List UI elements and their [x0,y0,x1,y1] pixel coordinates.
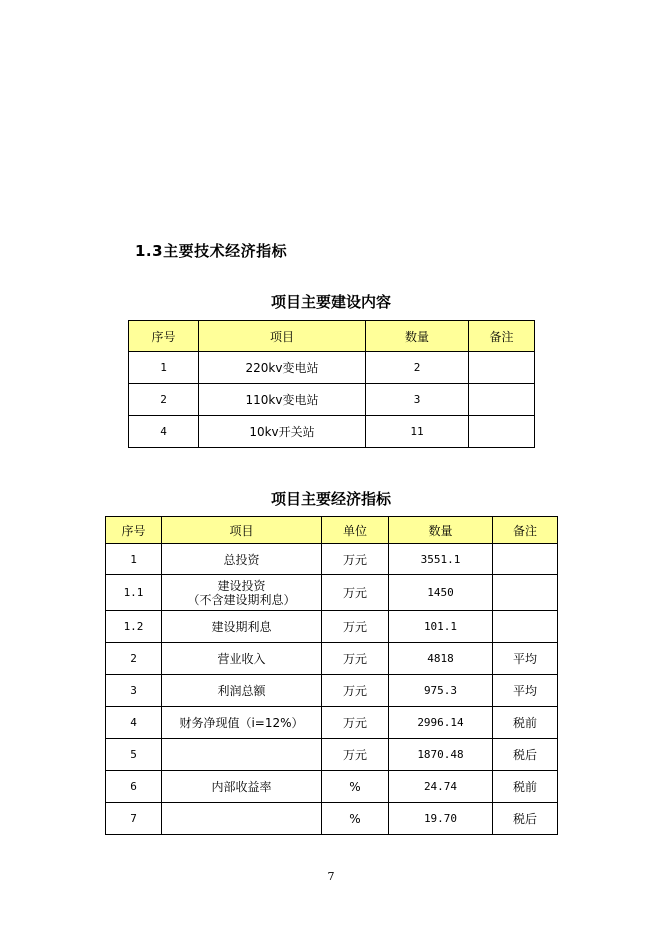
cell-unit: % [322,771,389,803]
header-note: 备注 [493,517,558,544]
cell-no: 6 [106,771,162,803]
cell-qty: 19.70 [389,803,493,835]
cell-note [469,384,535,416]
cell-item [162,575,322,611]
cell-qty: 3551.1 [389,544,493,575]
cell-item: 建设期利息 [162,611,322,643]
cell-qty: 101.1 [389,611,493,643]
cell-item-line1: 建设投资 [217,578,266,593]
page-number: 7 [327,870,335,883]
cell-qty: 4818 [389,643,493,675]
cell-no: 1.1 [106,575,162,611]
cell-item: 110kv变电站 [199,384,366,416]
cell-no: 3 [106,675,162,707]
cell-qty: 2996.14 [389,707,493,739]
construction-content-table [128,320,535,448]
cell-no: 2 [106,643,162,675]
cell-item [162,803,322,835]
cell-item: 220kv变电站 [199,352,366,384]
cell-qty: 11 [366,416,469,448]
table-row [106,675,558,707]
cell-no: 4 [129,416,199,448]
table-header-row [106,517,558,544]
header-no: 序号 [106,517,162,544]
cell-item: 内部收益率 [162,771,322,803]
table-row [106,575,558,611]
cell-note [493,575,558,611]
table-row [129,352,535,384]
cell-no: 5 [106,739,162,771]
cell-unit: 万元 [322,575,389,611]
cell-unit: % [322,803,389,835]
cell-no: 1 [129,352,199,384]
cell-note: 平均 [493,675,558,707]
economic-indicators-table [105,516,558,835]
table2-title: 项目主要经济指标 [270,490,391,508]
cell-unit: 万元 [322,707,389,739]
table-row [106,611,558,643]
cell-item: 利润总额 [162,675,322,707]
cell-qty: 1450 [389,575,493,611]
cell-note [493,544,558,575]
cell-item: 营业收入 [162,643,322,675]
table-row [106,643,558,675]
cell-qty: 24.74 [389,771,493,803]
cell-item: 财务净现值（i=12%） [162,707,322,739]
table-row [106,803,558,835]
table-row [129,416,535,448]
cell-qty: 1870.48 [389,739,493,771]
header-no: 序号 [129,321,199,352]
cell-unit: 万元 [322,675,389,707]
header-item: 项目 [199,321,366,352]
cell-unit: 万元 [322,611,389,643]
header-note: 备注 [469,321,535,352]
table1-title: 项目主要建设内容 [270,293,391,311]
table-row [129,384,535,416]
cell-item: 10kv开关站 [199,416,366,448]
cell-note: 税前 [493,707,558,739]
cell-qty: 2 [366,352,469,384]
header-qty: 数量 [366,321,469,352]
cell-no: 2 [129,384,199,416]
section-heading: 1.3主要技术经济指标 [135,242,288,260]
table-header-row [129,321,535,352]
cell-qty: 975.3 [389,675,493,707]
cell-item: 总投资 [162,544,322,575]
cell-note: 平均 [493,643,558,675]
table-row [106,707,558,739]
cell-unit: 万元 [322,739,389,771]
header-unit: 单位 [322,517,389,544]
cell-note [493,611,558,643]
cell-note [469,416,535,448]
cell-note: 税后 [493,739,558,771]
cell-unit: 万元 [322,643,389,675]
table-row [106,739,558,771]
cell-no: 1 [106,544,162,575]
cell-note: 税后 [493,803,558,835]
cell-no: 4 [106,707,162,739]
header-item: 项目 [162,517,322,544]
table-row [106,771,558,803]
table-row [106,544,558,575]
cell-no: 7 [106,803,162,835]
cell-note: 税前 [493,771,558,803]
cell-item-line2: （不含建设期利息） [187,592,296,607]
cell-no: 1.2 [106,611,162,643]
cell-note [469,352,535,384]
cell-unit: 万元 [322,544,389,575]
cell-item [162,739,322,771]
header-qty: 数量 [389,517,493,544]
cell-qty: 3 [366,384,469,416]
